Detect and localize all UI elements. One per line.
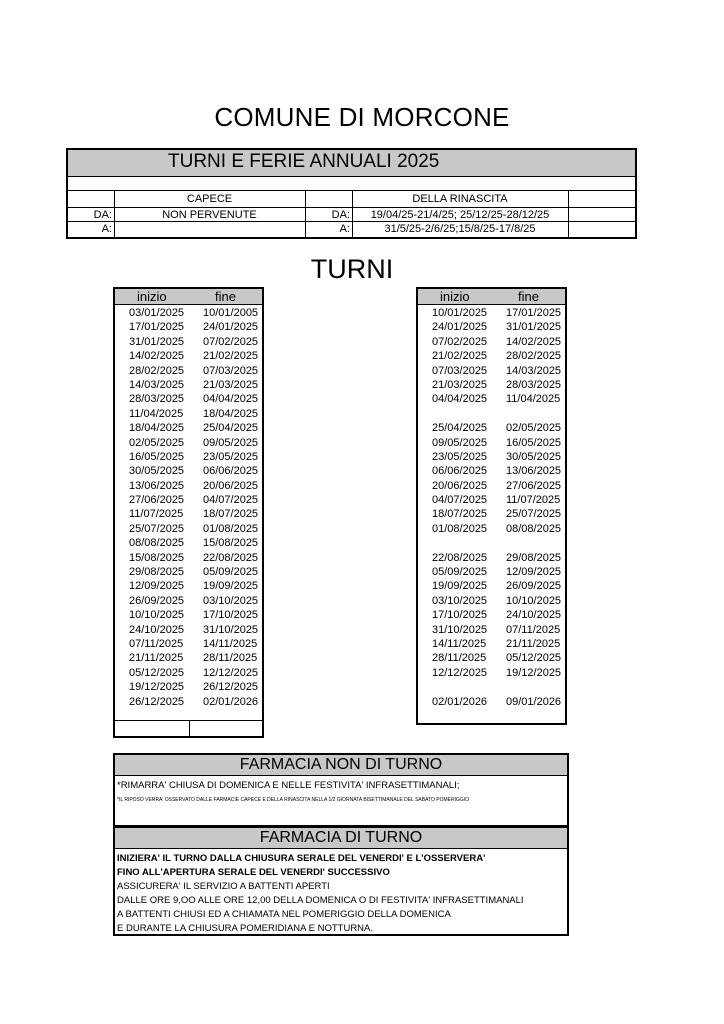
turno-inizio: 21/03/2025 [432, 378, 488, 391]
turno-fine: 05/09/2025 [203, 566, 259, 579]
turni-row [418, 464, 565, 478]
turno-fine: 28/03/2025 [506, 378, 562, 391]
header-table [66, 148, 637, 239]
turno-inizio: 31/10/2025 [432, 623, 488, 636]
turno-fine: 23/05/2025 [203, 450, 259, 463]
a-label: A: [101, 223, 112, 235]
turni-row [418, 493, 565, 507]
page-title: COMUNE DI MORCONE [214, 102, 510, 132]
turni-row [418, 695, 565, 709]
turno-fine: 18/07/2025 [203, 508, 259, 521]
turno-inizio: 03/01/2025 [129, 307, 185, 319]
turno-fine: 04/07/2025 [203, 494, 259, 507]
turno-inizio: 02/01/2026 [432, 695, 488, 708]
turno-fine: 16/05/2025 [506, 436, 562, 449]
turno-fine: 24/01/2025 [203, 321, 259, 334]
turni-row [418, 364, 565, 378]
turno-fine: 13/06/2025 [506, 465, 562, 478]
turno-inizio: 14/11/2025 [432, 637, 487, 650]
turno-fine: 10/10/2025 [506, 594, 562, 607]
da-label-2: DA: [331, 209, 350, 221]
turno-inizio: 28/02/2025 [129, 364, 185, 377]
turno-inizio: 24/10/2025 [129, 623, 185, 636]
turni-row [115, 565, 262, 579]
turni-row [418, 349, 565, 363]
turni-row [115, 579, 262, 593]
turno-inizio: 08/08/2025 [129, 537, 185, 550]
turno-fine: 31/01/2025 [506, 321, 562, 334]
turno-fine: 25/07/2025 [506, 508, 562, 521]
turni-row [418, 407, 565, 421]
turni-row [418, 637, 565, 651]
turno-inizio: 29/08/2025 [129, 566, 185, 579]
turni-row [115, 407, 262, 421]
turno-fine: 26/12/2025 [203, 681, 259, 694]
turno-inizio: 04/07/2025 [432, 494, 488, 507]
turno-fine: 02/05/2025 [506, 422, 562, 435]
turno-fine: 20/06/2025 [203, 479, 259, 492]
turno-fine: 28/11/2025 [203, 652, 258, 665]
turno-fine: 21/11/2025 [506, 637, 561, 650]
turni-row [418, 479, 565, 493]
turni-row [418, 651, 565, 665]
di-turno-title: FARMACIA DI TURNO [115, 828, 567, 849]
turno-fine: 19/09/2025 [203, 580, 259, 593]
turno-fine: 21/03/2025 [203, 378, 259, 391]
turni-row [418, 565, 565, 579]
col-inizio: inizio [137, 289, 167, 304]
turno-fine: 22/08/2025 [203, 551, 259, 564]
turno-fine: 11/07/2025 [506, 494, 561, 507]
turno-inizio: 11/04/2025 [129, 407, 184, 420]
turno-inizio: 23/05/2025 [432, 450, 488, 463]
turno-fine: 29/08/2025 [506, 551, 562, 564]
non-turno-line-1: *RIMARRA' CHIUSA DI DOMENICA E NELLE FESTIVITA' INFRASETTIMANALI; [117, 780, 460, 791]
turno-fine: 07/03/2025 [203, 364, 259, 377]
turno-inizio: 28/11/2025 [432, 652, 487, 665]
turno-fine: 02/01/2026 [203, 695, 259, 708]
turno-inizio: 04/04/2025 [432, 393, 488, 406]
turni-row [418, 608, 565, 622]
turni-row [115, 637, 262, 651]
turni-row [115, 436, 262, 450]
di-turno-line-6: E DURANTE LA CHIUSURA POMERIDIANA E NOTTURNA. [117, 923, 374, 934]
turno-inizio: 25/04/2025 [432, 422, 488, 435]
turno-fine: 25/04/2025 [203, 422, 259, 435]
turni-table-left-header [115, 289, 262, 305]
turno-inizio: 12/09/2025 [129, 580, 185, 593]
turni-row [115, 536, 262, 550]
farmacia-non-di-turno [113, 753, 569, 827]
turni-row [418, 507, 565, 521]
turno-inizio: 03/10/2025 [432, 594, 488, 607]
a-label-2: A: [339, 223, 350, 235]
turni-row [418, 666, 565, 680]
non-turno-line-2: *IL RIPOSO VERRA' OSSERVATO DALLE FARMACIE CAPECE E DELLA RINASCITA NELLA 1/2 GIORNATA BISETTIMANALE DEL SABATO POMERIGGIO [117, 797, 470, 803]
turno-inizio: 31/01/2025 [129, 335, 185, 348]
turno-inizio: 10/01/2025 [432, 307, 488, 319]
turno-inizio: 20/06/2025 [432, 479, 488, 492]
turni-table-left [113, 287, 264, 738]
turni-row [115, 651, 262, 665]
turni-row [115, 306, 262, 320]
turni-row [115, 493, 262, 507]
turno-fine: 12/12/2025 [203, 666, 259, 679]
turno-inizio: 07/03/2025 [432, 364, 488, 377]
turno-inizio: 01/08/2025 [432, 522, 488, 535]
col-inizio: inizio [440, 289, 470, 304]
turno-inizio: 15/08/2025 [129, 551, 185, 564]
turni-row [418, 623, 565, 637]
col-fine: fine [215, 289, 236, 304]
turno-fine: 01/08/2025 [203, 522, 259, 535]
turni-row [115, 507, 262, 521]
turno-fine: 07/02/2025 [203, 335, 259, 348]
turno-inizio: 07/02/2025 [432, 335, 488, 348]
turno-fine: 14/03/2025 [506, 364, 562, 377]
turno-fine: 05/12/2025 [506, 652, 562, 665]
da-label: DA: [93, 209, 112, 221]
turni-row [418, 579, 565, 593]
turni-row [418, 522, 565, 536]
turni-row [115, 608, 262, 622]
turni-row [115, 623, 262, 637]
turno-inizio: 14/03/2025 [129, 378, 185, 391]
turni-row [115, 349, 262, 363]
turno-inizio: 19/12/2025 [129, 681, 185, 694]
pharmacy-rinascita-header: DELLA RINASCITA [412, 193, 508, 205]
turni-row [115, 464, 262, 478]
turni-row [418, 421, 565, 435]
turno-fine: 09/05/2025 [203, 436, 259, 449]
turni-row [115, 594, 262, 608]
turno-fine: 17/01/2025 [506, 307, 562, 319]
turni-row [418, 320, 565, 334]
turni-table-right [416, 287, 567, 725]
turno-inizio: 05/09/2025 [432, 566, 488, 579]
turni-table-right-header [418, 289, 565, 305]
turni-row [418, 680, 565, 694]
turno-fine: 21/02/2025 [203, 350, 259, 363]
di-turno-line-4: DALLE ORE 9,OO ALLE ORE 12,00 DELLA DOMENICA O DI FESTIVITA' INFRASETTIMANALI [117, 895, 524, 906]
turno-fine: 24/10/2025 [506, 609, 562, 622]
turno-inizio: 02/05/2025 [129, 436, 185, 449]
turni-title: TURNI [310, 254, 394, 284]
turni-row [418, 551, 565, 565]
farmacia-di-turno [113, 826, 569, 936]
turno-fine: 31/10/2025 [203, 623, 259, 636]
turno-inizio: 17/10/2025 [432, 609, 488, 622]
non-turno-title: FARMACIA NON DI TURNO [115, 755, 567, 776]
turni-row [418, 450, 565, 464]
turno-fine: 30/05/2025 [506, 450, 562, 463]
turno-inizio: 16/05/2025 [129, 450, 185, 463]
turno-inizio: 21/02/2025 [432, 350, 488, 363]
turno-inizio: 28/03/2025 [129, 393, 185, 406]
turno-fine: 14/02/2025 [506, 335, 562, 348]
turni-right-rows [418, 306, 565, 709]
turno-fine: 08/08/2025 [506, 522, 562, 535]
turni-row [418, 378, 565, 392]
turni-row [418, 335, 565, 349]
di-turno-line-2: FINO ALL'APERTURA SERALE DEL VENERDI' SUCCESSIVO [117, 867, 390, 878]
turno-fine: 19/12/2025 [506, 666, 562, 679]
turni-left-rows [115, 306, 262, 709]
turno-inizio: 21/11/2025 [129, 652, 184, 665]
turni-row [115, 378, 262, 392]
turno-inizio: 13/06/2025 [129, 479, 185, 492]
turno-inizio: 09/05/2025 [432, 436, 488, 449]
di-turno-line-1: INIZIERA' IL TURNO DALLA CHIUSURA SERALE DEL VENERDI' E L'OSSERVERA' [117, 853, 486, 864]
turni-row [115, 421, 262, 435]
turno-inizio: 12/12/2025 [432, 666, 488, 679]
turni-row [418, 536, 565, 550]
turno-inizio: 24/01/2025 [432, 321, 488, 334]
turno-fine: 03/10/2025 [203, 594, 259, 607]
turno-fine: 15/08/2025 [203, 537, 259, 550]
turno-inizio: 14/02/2025 [129, 350, 185, 363]
turno-fine: 14/11/2025 [203, 637, 258, 650]
turno-fine: 27/06/2025 [506, 479, 562, 492]
turno-inizio: 18/04/2025 [129, 422, 185, 435]
capece-da-value: NON PERVENUTE [162, 209, 257, 221]
turni-row [115, 551, 262, 565]
turno-inizio: 26/09/2025 [129, 594, 185, 607]
turni-row [418, 436, 565, 450]
turno-inizio: 10/10/2025 [129, 609, 185, 622]
turno-fine: 10/01/2005 [203, 307, 259, 319]
turni-row [115, 364, 262, 378]
turno-fine: 26/09/2025 [506, 580, 562, 593]
turno-inizio: 30/05/2025 [129, 465, 185, 478]
turni-row [418, 392, 565, 406]
turno-fine: 18/04/2025 [203, 407, 259, 420]
di-turno-line-5: A BATTENTI CHIUSI ED A CHIAMATA NEL POMERIGGIO DELLA DOMENICA [117, 909, 451, 920]
turni-row [418, 594, 565, 608]
turni-row [115, 695, 262, 709]
turni-row [115, 392, 262, 406]
turno-fine: 12/09/2025 [506, 566, 562, 579]
turni-row [115, 450, 262, 464]
turni-row [115, 335, 262, 349]
turno-inizio: 05/12/2025 [129, 666, 185, 679]
turni-row [115, 680, 262, 694]
turno-fine: 07/11/2025 [506, 623, 561, 636]
turno-fine: 06/06/2025 [203, 465, 259, 478]
turni-row [115, 666, 262, 680]
header-title: TURNI E FERIE ANNUALI 2025 [168, 151, 440, 172]
turno-fine: 11/04/2025 [506, 393, 561, 406]
turno-inizio: 18/07/2025 [432, 508, 488, 521]
turno-fine: 28/02/2025 [506, 350, 562, 363]
turno-inizio: 17/01/2025 [129, 321, 185, 334]
turno-inizio: 07/11/2025 [129, 637, 184, 650]
turno-inizio: 25/07/2025 [129, 522, 185, 535]
rinascita-da-value: 19/04/25-21/4/25; 25/12/25-28/12/25 [370, 209, 550, 221]
turno-inizio: 26/12/2025 [129, 695, 185, 708]
turni-row [115, 479, 262, 493]
col-fine: fine [518, 289, 539, 304]
turno-fine: 04/04/2025 [203, 393, 259, 406]
turno-fine: 09/01/2026 [506, 695, 562, 708]
di-turno-line-3: ASSICURERA' IL SERVIZIO A BATTENTI APERTI [117, 881, 330, 892]
turno-inizio: 06/06/2025 [432, 465, 488, 478]
turno-inizio: 27/06/2025 [129, 494, 185, 507]
turni-row [418, 306, 565, 320]
turni-row [115, 320, 262, 334]
rinascita-a-value: 31/5/25-2/6/25;15/8/25-17/8/25 [384, 223, 536, 235]
turno-fine: 17/10/2025 [203, 609, 259, 622]
turno-inizio: 22/08/2025 [432, 551, 488, 564]
header-band [68, 150, 635, 177]
turno-inizio: 11/07/2025 [129, 508, 184, 521]
pharmacy-capece-header: CAPECE [186, 193, 233, 205]
turni-row [115, 522, 262, 536]
turno-inizio: 19/09/2025 [432, 580, 488, 593]
